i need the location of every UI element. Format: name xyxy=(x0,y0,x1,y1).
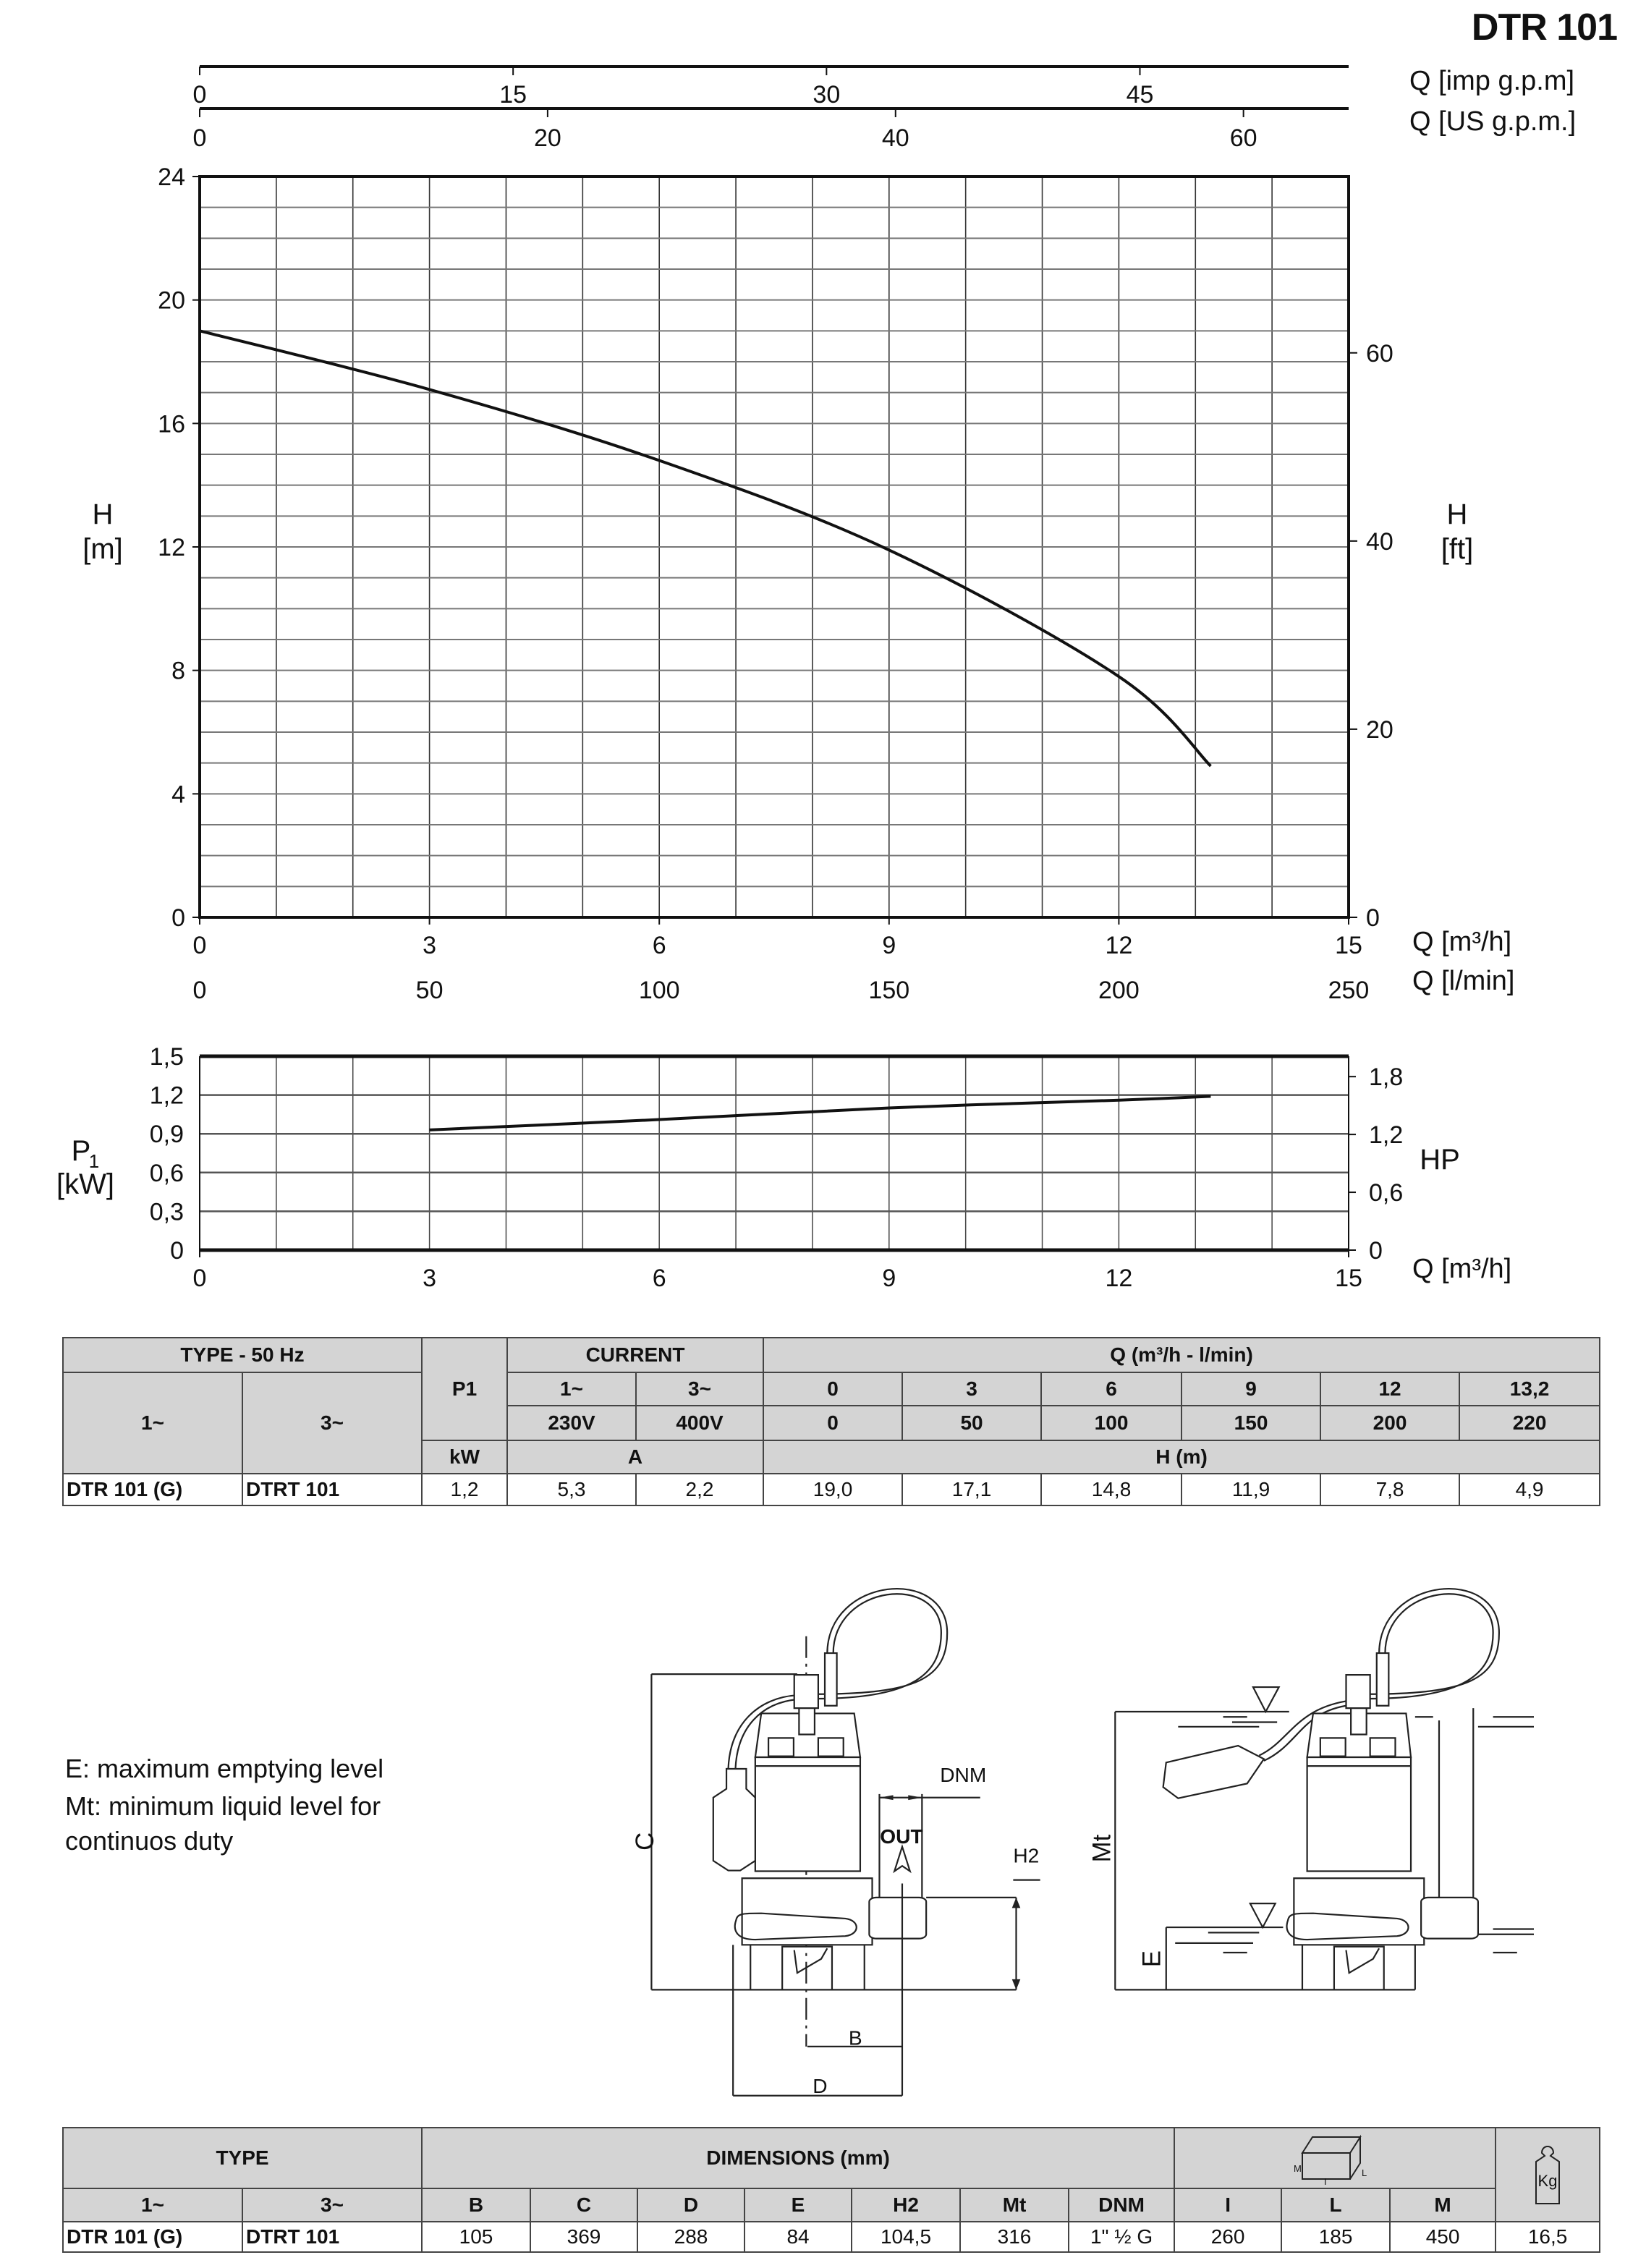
dimension-value: 288 xyxy=(637,2222,744,2252)
p1-tick-label: 0,9 xyxy=(149,1121,184,1149)
x-lmin-tick-label: 250 xyxy=(1328,977,1370,1004)
p1-axis-label: P xyxy=(71,1135,91,1167)
head-value: 14,8 xyxy=(1041,1474,1182,1505)
x-tick-label: 3 xyxy=(423,1265,437,1292)
y-tick-label: 8 xyxy=(171,657,185,685)
x-tick-label: 0 xyxy=(192,1265,207,1292)
x-tick-label: 9 xyxy=(882,932,896,959)
column-header-9: I xyxy=(1174,2188,1281,2222)
q-lmin: 150 xyxy=(1182,1406,1320,1440)
y-tick-label: 12 xyxy=(158,534,185,561)
dimension-value: 105 xyxy=(422,2222,530,2252)
x-lmin-tick-label: 200 xyxy=(1098,977,1140,1004)
q-header: Q (m³/h - l/min) xyxy=(763,1338,1600,1372)
us-gpm-tick-label: 60 xyxy=(1229,124,1257,152)
head-value: 7,8 xyxy=(1320,1474,1459,1505)
type-3ph: DTRT 101 xyxy=(242,1474,422,1505)
dimension-value: 369 xyxy=(530,2222,637,2252)
dimension-value: 316 xyxy=(960,2222,1069,2252)
imp-gpm-tick-label: 45 xyxy=(1126,81,1154,109)
label-mt: Mt xyxy=(1087,1834,1116,1863)
dimensions-header: DIMENSIONS (mm) xyxy=(422,2128,1174,2188)
current-3ph-value: 2,2 xyxy=(636,1474,763,1505)
dimension-value: 16,5 xyxy=(1496,2222,1600,2252)
x-tick-label: 6 xyxy=(652,1265,666,1292)
type-header: TYPE - 50 Hz xyxy=(63,1338,422,1372)
column-header-1: 3~ xyxy=(242,2188,422,2222)
dimension-value: DTR 101 (G) xyxy=(63,2222,242,2252)
imp-gpm-tick-label: 30 xyxy=(813,81,841,109)
x-axis-label: Q [m³/h] xyxy=(1412,1254,1512,1284)
x-lmin-tick-label: 50 xyxy=(415,977,444,1004)
column-header-11: M xyxy=(1390,2188,1496,2222)
q-m3h: 13,2 xyxy=(1459,1372,1600,1406)
x-tick-label: 15 xyxy=(1335,932,1362,959)
note-mt-cont: continuos duty xyxy=(65,1826,234,1856)
power-curve xyxy=(430,1096,1211,1129)
dimension-value: 1" ½ G xyxy=(1069,2222,1174,2252)
box-icon xyxy=(1174,2128,1496,2188)
dimension-value: 185 xyxy=(1281,2222,1390,2252)
x-tick-label: 3 xyxy=(423,932,437,959)
p1-tick-label: 0,6 xyxy=(149,1159,184,1187)
column-header-5: E xyxy=(744,2188,852,2222)
y-right-tick-label: 20 xyxy=(1366,715,1393,744)
table-row xyxy=(63,1474,1600,1505)
x-tick-label: 0 xyxy=(192,932,207,959)
y-right-axis-label-unit: [ft] xyxy=(1441,533,1474,565)
x-axis-label: Q [m³/h] xyxy=(1412,927,1512,957)
pump-left xyxy=(631,1589,1040,2097)
q-lmin: 100 xyxy=(1041,1406,1182,1440)
head-value: 4,9 xyxy=(1459,1474,1600,1505)
current-3ph: 3~ xyxy=(636,1372,763,1406)
y-right-tick-label: 0 xyxy=(1366,904,1380,932)
pack-label-l: L xyxy=(1362,2167,1367,2178)
unit-a: A xyxy=(507,1440,763,1474)
type-1ph: DTR 101 (G) xyxy=(63,1474,242,1505)
hp-tick-label: 0,6 xyxy=(1369,1179,1404,1207)
table-row xyxy=(63,2222,1600,2252)
y-tick-label: 0 xyxy=(171,904,185,932)
label-out: OUT xyxy=(880,1825,923,1848)
pack-label-m: M xyxy=(1294,2163,1302,2174)
q-lmin: 50 xyxy=(902,1406,1041,1440)
note-mt: Mt: minimum liquid level for xyxy=(65,1791,381,1821)
q-lmin: 200 xyxy=(1320,1406,1459,1440)
q-m3h: 3 xyxy=(902,1372,1041,1406)
label-b: B xyxy=(848,2026,862,2050)
pack-label-i: I xyxy=(1324,2176,1327,2185)
us-gpm-axis-label: Q [US g.p.m.] xyxy=(1409,106,1577,137)
y-tick-label: 16 xyxy=(158,410,185,438)
p1-tick-label: 1,5 xyxy=(149,1043,184,1071)
x-tick-label: 12 xyxy=(1105,1265,1133,1292)
q-m3h: 6 xyxy=(1041,1372,1182,1406)
label-d: D xyxy=(813,2074,828,2097)
p1-axis-label-sub: 1 xyxy=(88,1150,100,1172)
p1-value: 1,2 xyxy=(422,1474,507,1505)
column-header-8: DNM xyxy=(1069,2188,1174,2222)
dimension-value: 450 xyxy=(1390,2222,1496,2252)
imp-gpm-tick-label: 0 xyxy=(192,81,207,109)
lmin-axis-label: Q [l/min] xyxy=(1412,966,1515,996)
x-tick-label: 6 xyxy=(652,932,666,959)
column-header-3: C xyxy=(530,2188,637,2222)
y-axis-label-unit: [m] xyxy=(82,533,123,565)
head-value: 11,9 xyxy=(1182,1474,1320,1505)
unit-h: H (m) xyxy=(763,1440,1600,1474)
imp-gpm-axis-label: Q [imp g.p.m] xyxy=(1409,66,1575,96)
q-m3h: 12 xyxy=(1320,1372,1459,1406)
unit-kw: kW xyxy=(422,1440,507,1474)
performance-table xyxy=(62,1337,1600,1506)
x-tick-label: 9 xyxy=(882,1265,896,1292)
x-lmin-tick-label: 0 xyxy=(192,977,207,1004)
voltage-1ph: 230V xyxy=(507,1406,636,1440)
y-tick-label: 4 xyxy=(171,781,185,809)
us-gpm-tick-label: 20 xyxy=(533,124,561,152)
current-1ph: 1~ xyxy=(507,1372,636,1406)
x-tick-label: 15 xyxy=(1335,1265,1362,1292)
current-1ph-value: 5,3 xyxy=(507,1474,636,1505)
imp-gpm-tick-label: 15 xyxy=(499,81,527,109)
y-right-axis-label: H xyxy=(1446,498,1468,530)
p1-tick-label: 0 xyxy=(170,1237,184,1265)
note-e: E: maximum emptying level xyxy=(65,1754,384,1783)
hp-tick-label: 1,8 xyxy=(1369,1063,1404,1092)
hp-tick-label: 1,2 xyxy=(1369,1121,1404,1150)
weight-icon xyxy=(1496,2128,1600,2222)
dimension-value: 84 xyxy=(744,2222,852,2252)
dimension-value: 104,5 xyxy=(852,2222,960,2252)
phase1-header: 1~ xyxy=(63,1372,242,1474)
column-header-0: 1~ xyxy=(63,2188,242,2222)
label-c: C xyxy=(630,1832,659,1851)
y-right-tick-label: 60 xyxy=(1366,339,1393,368)
dimension-value: DTRT 101 xyxy=(242,2222,422,2252)
current-header: CURRENT xyxy=(507,1338,763,1372)
y-tick-label: 20 xyxy=(158,286,185,315)
p1-axis-label-unit: [kW] xyxy=(56,1168,114,1200)
head-value: 19,0 xyxy=(763,1474,902,1505)
q-lmin: 220 xyxy=(1459,1406,1600,1440)
phase3-header: 3~ xyxy=(242,1372,422,1474)
type-header: TYPE xyxy=(63,2128,422,2188)
pump-dimension-drawing xyxy=(593,1563,1534,2112)
y-right-tick-label: 40 xyxy=(1366,527,1393,556)
q-m3h: 9 xyxy=(1182,1372,1320,1406)
label-h2: H2 xyxy=(1013,1844,1040,1867)
p1-tick-label: 0,3 xyxy=(149,1198,184,1226)
hp-tick-label: 0 xyxy=(1369,1237,1383,1265)
us-gpm-tick-label: 0 xyxy=(192,124,207,152)
p1-tick-label: 1,2 xyxy=(149,1082,184,1110)
q-lmin: 0 xyxy=(763,1406,902,1440)
us-gpm-tick-label: 40 xyxy=(881,124,909,152)
y-axis-label: H xyxy=(92,498,114,530)
q-m3h: 0 xyxy=(763,1372,902,1406)
x-tick-label: 12 xyxy=(1105,932,1133,959)
page-title: DTR 101 xyxy=(1471,7,1617,48)
label-e: E xyxy=(1137,1950,1166,1968)
hp-axis-label: HP xyxy=(1420,1144,1460,1176)
column-header-10: L xyxy=(1281,2188,1390,2222)
p1-header: P1 xyxy=(422,1338,507,1440)
dimension-value: 260 xyxy=(1174,2222,1281,2252)
head-value: 17,1 xyxy=(902,1474,1041,1505)
dimensions-table xyxy=(62,2127,1600,2253)
x-lmin-tick-label: 100 xyxy=(638,977,680,1004)
weight-label: Kg xyxy=(1537,2172,1558,2190)
column-header-4: D xyxy=(637,2188,744,2222)
column-header-6: H2 xyxy=(852,2188,960,2222)
pump-right xyxy=(1088,1589,1534,1989)
y-tick-label: 24 xyxy=(158,163,185,191)
column-header-2: B xyxy=(422,2188,530,2222)
x-lmin-tick-label: 150 xyxy=(868,977,910,1004)
column-header-7: Mt xyxy=(960,2188,1069,2222)
voltage-3ph: 400V xyxy=(636,1406,763,1440)
label-dnm: DNM xyxy=(940,1763,987,1786)
